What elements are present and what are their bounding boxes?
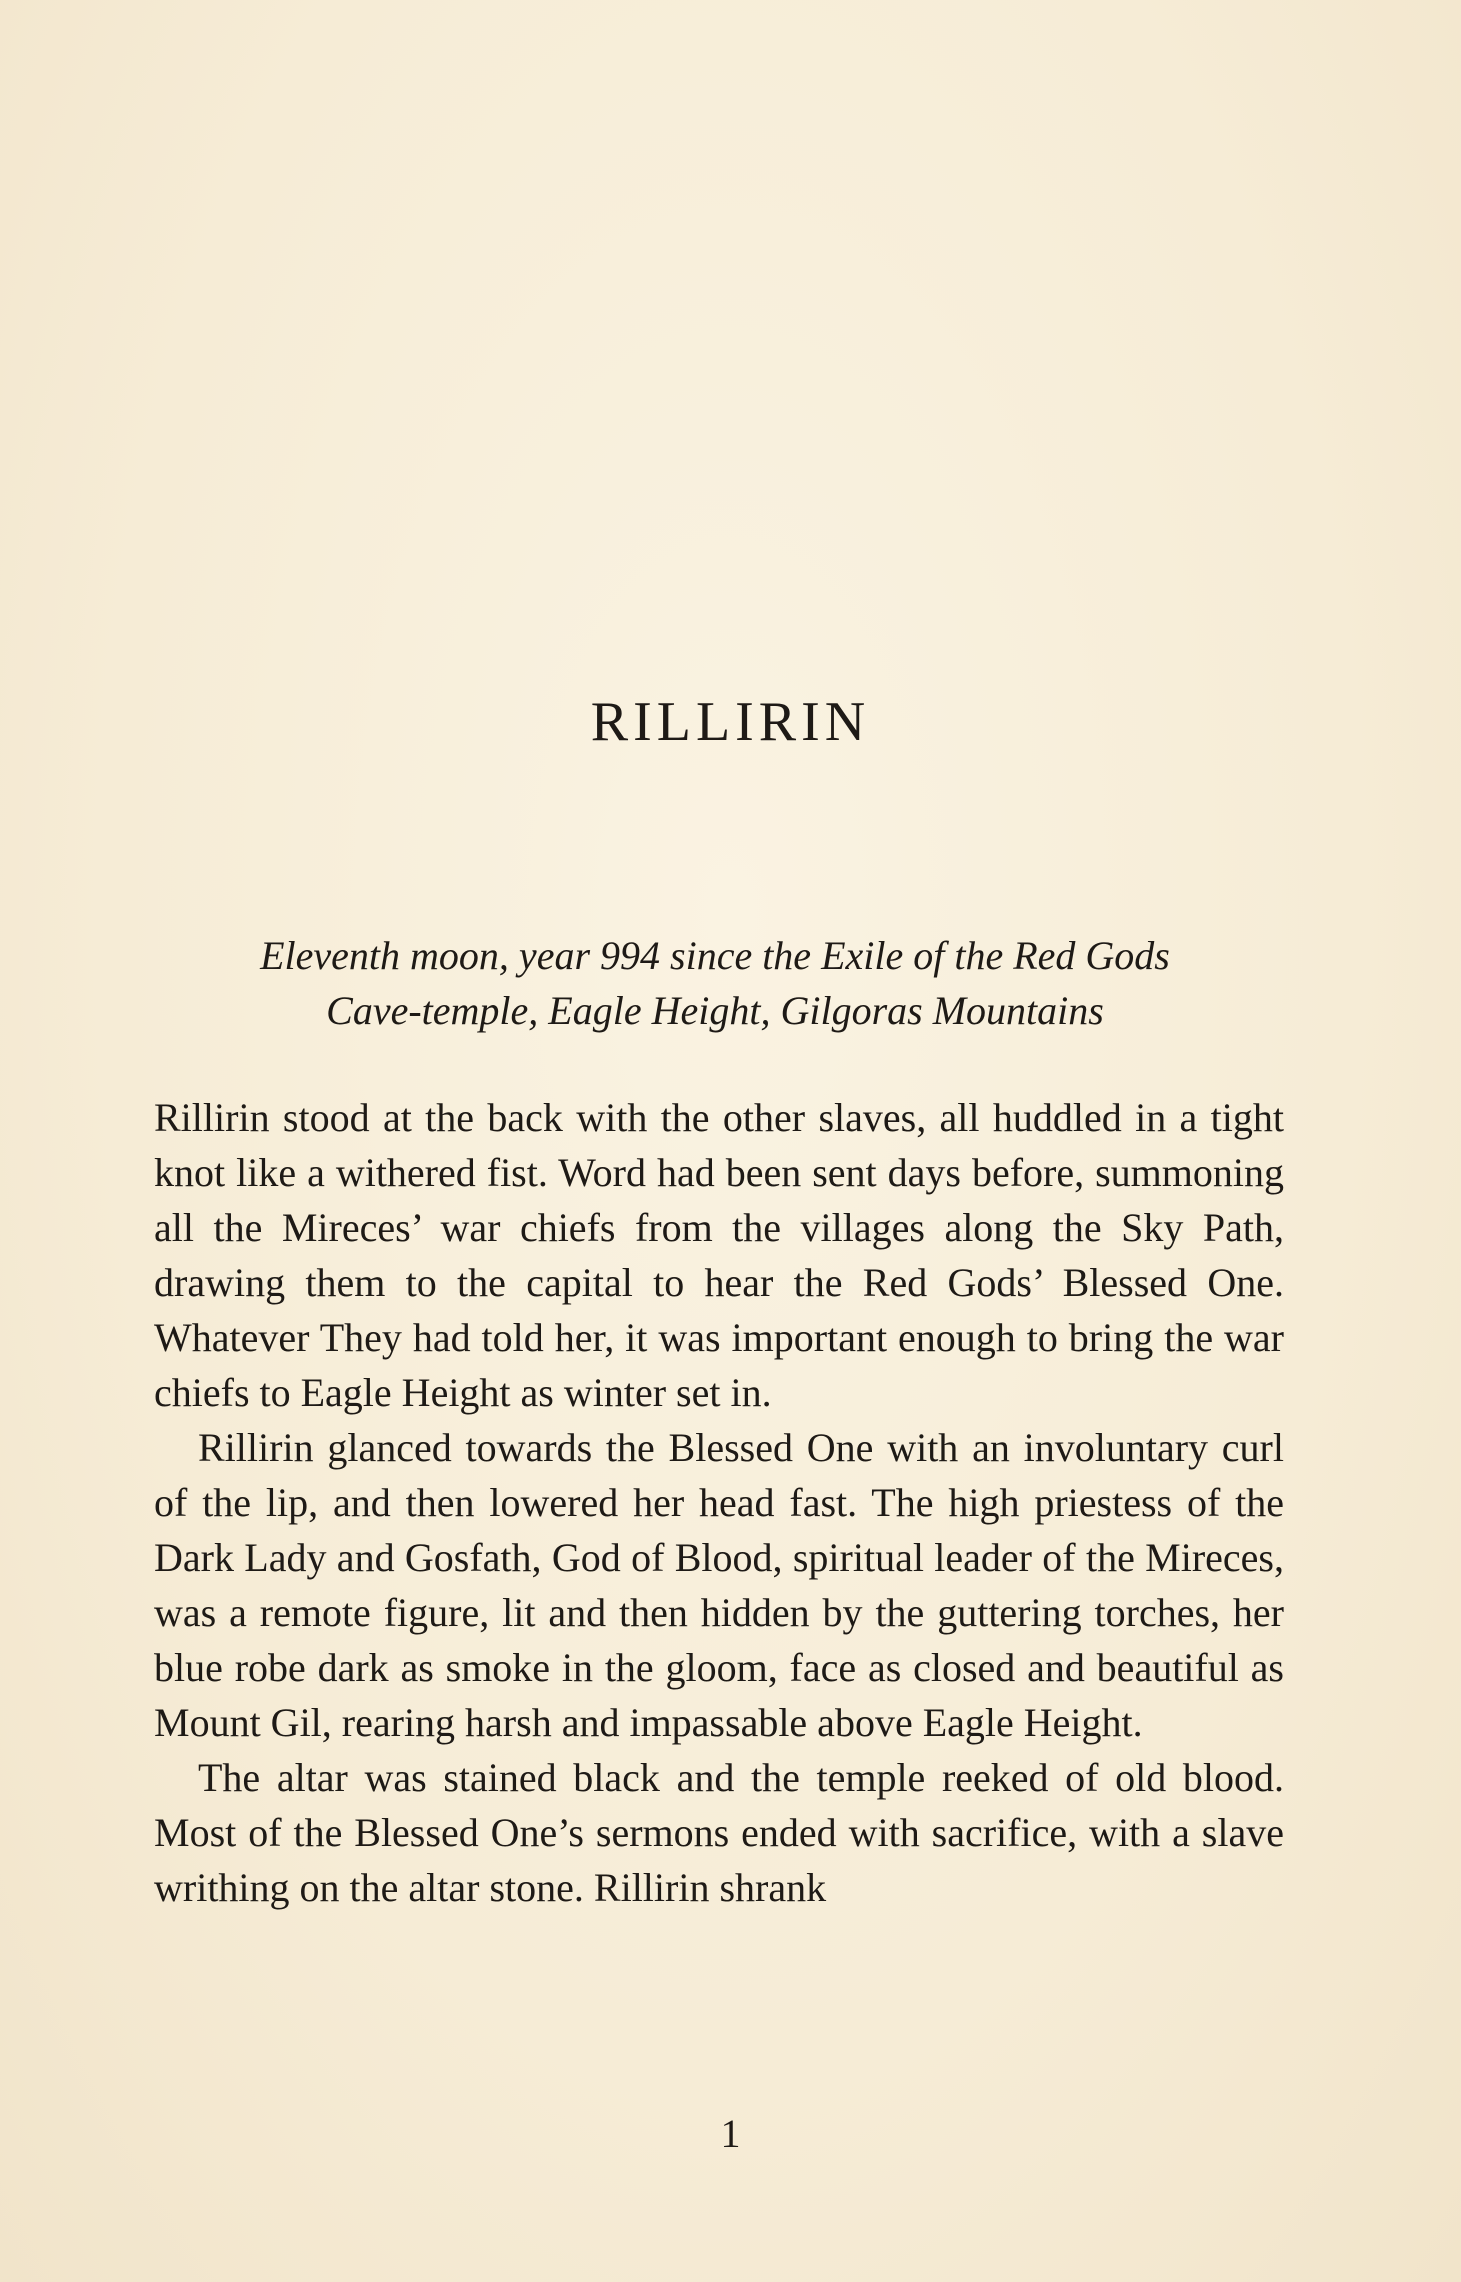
chapter-title: RILLIRIN [590,691,871,753]
paragraph: The altar was stained black and the temple reeked of old blood. Most of the Blessed One’s sermons ended with sacrifice, with a slave writhing on the altar stone. Rillirin shrank [154,1755,1284,1910]
epigraph-date-line: Eleventh moon, year 994 since the Exile of the Red Gods [260,933,1170,978]
paragraph: Rillirin stood at the back with the other slaves, all huddled in a tight knot like a withered fist. Word had been sent days before, summoning all the Mireces’ war chiefs from the villages along the Sky Path, drawing them to the capital to hear the Red Gods’ Blessed One. Whatever They had told her, it was important enough to bring the war chiefs to Eagle Height as winter set in. [154,1095,1284,1415]
body-text [154,1090,1284,1915]
chapter-epigraph [150,928,1280,1038]
page-number: 1 [720,2111,741,2156]
epigraph-location-line: Cave-temple, Eagle Height, Gilgoras Mountains [326,988,1104,1033]
paragraph: Rillirin glanced towards the Blessed One with an involuntary curl of the lip, and then lowered her head fast. The high priestess of the Dark Lady and Gosfath, God of Blood, spiritual leader of the Mireces, was a remote figure, lit and then hidden by the guttering torches, her blue robe dark as smoke in the gloom, face as closed and beautiful as Mount Gil, rearing harsh and impassable above Eagle Height. [154,1425,1284,1745]
